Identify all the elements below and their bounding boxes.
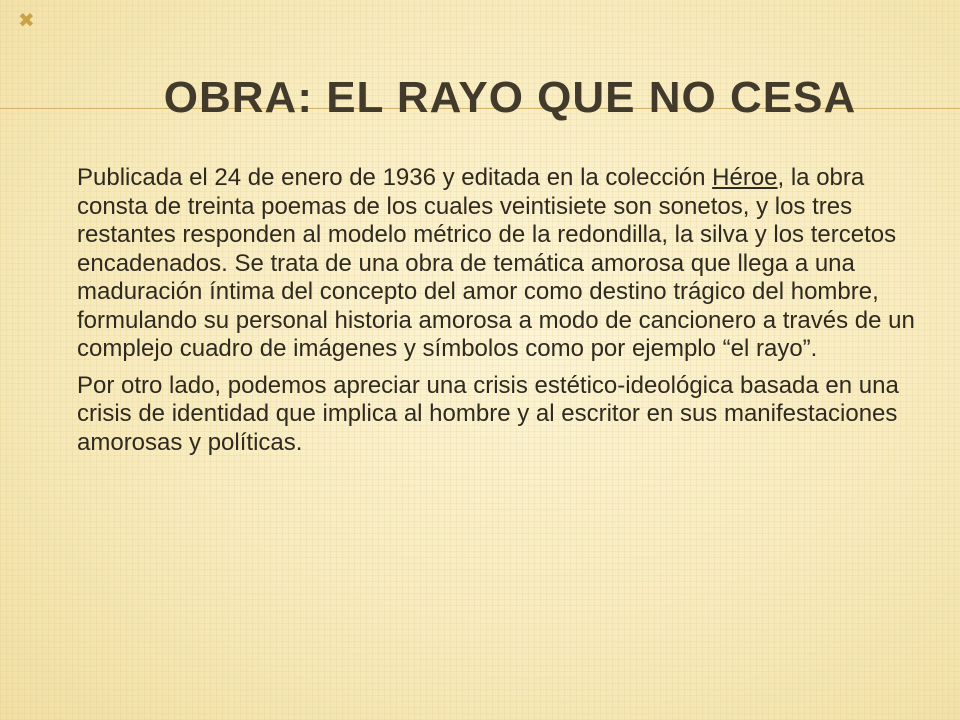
slide-body <box>77 164 923 457</box>
paragraph-1-start: Publicada el 24 de enero de 1936 y editada en la colección <box>77 164 713 191</box>
slide-title: OBRA: EL RAYO QUE NO CESA <box>163 73 857 122</box>
close-x-icon: ✖ <box>18 8 35 32</box>
paragraph-2: Por otro lado, podemos apreciar una crisis estético-ideológica basada en una crisis de identidad que implica al hombre y al escritor en sus manifestaciones amorosas y políticas. <box>77 371 899 456</box>
paragraph-1-end: , la obra consta de treinta poemas de los cuales veintisiete son sonetos, y los tres restantes responden al modelo métrico de la redondilla, la silva y los tercetos encadenados. Se trata de una obra de temática amorosa que llega a una maduración íntima del concepto del amor como destino trágico del hombre, formulando su personal historia amorosa a modo de cancionero a través de un complejo cuadro de imágenes y símbolos como por ejemplo “el rayo”. <box>77 164 915 362</box>
underlined-term-heroe: Héroe <box>712 164 778 191</box>
paragraph-1 <box>77 164 923 364</box>
